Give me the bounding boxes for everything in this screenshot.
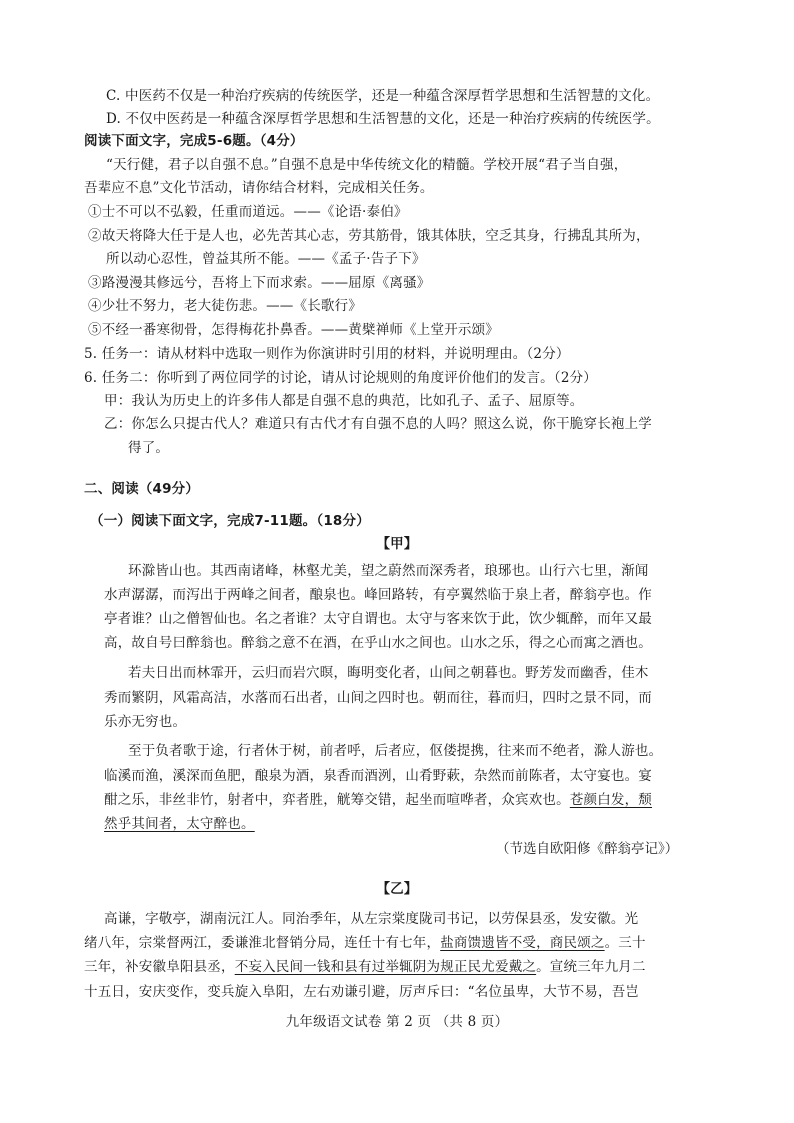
material-3: ③路漫漫其修远兮，吾将上下而求索。——屈原《离骚》 <box>88 275 431 291</box>
underlined-sentence-yi-2: 不妄入民间一钱和县有过举辄阴为规正民尤爱戴之 <box>234 959 537 975</box>
passage-yi-line-2 <box>84 934 646 952</box>
material-2a: ②故天将降大任于是人也，必先苦其心志，劳其筋骨，饿其体肤，空乏其身，行拂乱其所为， <box>88 228 650 244</box>
passage-jia-line: 至于负者歌于途，行者休于树，前者呼，后者应，伛偻提携，往来而不绝者，滁人游也。 <box>128 743 663 759</box>
passage-yi-line-4: 十五日，安庆变作，变兵旋入阜阳，左右劝谦引避，厉声斥曰：“名位虽卑，大节不易，吾岂 <box>84 984 640 1000</box>
section-2-sub-1: （一）阅读下面文字，完成7-11题。（18分） <box>90 513 370 529</box>
passage-yi-line-3 <box>84 958 646 976</box>
passage-yi-line-2-text-a: 绪八年，宗棠督两江，委谦淮北督销分局，连任十有七年， <box>84 935 441 951</box>
underlined-sentence-part-2-text: 然乎其间者，太守醉也。 <box>104 816 255 832</box>
material-2b: 所以动心忍性，曾益其所不能。——《孟子·告子下》 <box>106 251 426 267</box>
speaker-yi-a: 乙：你怎么只提古代人？难道只有古代才有自强不息的人吗？照这么说，你干脆穿长袍上学 <box>104 416 652 432</box>
passage-jia-line: 临溪而渔，溪深而鱼肥，酿泉为酒，泉香而酒洌，山肴野蔌，杂然而前陈者，太守宴也。宴 <box>104 768 652 784</box>
passage-yi-line-3-text-a: 三年，补安徽阜阳县丞， <box>84 959 235 975</box>
speaker-yi-b: 得了。 <box>128 440 170 456</box>
passage-jia-line: 乐亦无穷也。 <box>104 714 187 730</box>
passage-yi-line-1: 高谦，字敬亭，湖南沅江人。同治季年，从左宗棠度陇司书记，以劳保县丞，发安徽。光 <box>104 911 639 927</box>
reading-5-6-heading: 阅读下面文字，完成5-6题。（4分） <box>84 133 304 149</box>
underlined-sentence-part-2 <box>104 815 255 833</box>
passage-jia-line: 秀而繁阴，风霜高洁，水落而石出者，山间之四时也。朝而往，暮而归，四时之景不同，而 <box>104 690 652 706</box>
passage-yi-title: 【乙】 <box>376 881 418 897</box>
material-4: ④少壮不努力，老大徒伤悲。——《长歌行》 <box>88 298 362 314</box>
passage-yi-line-3-text-b: 。宣统三年九月二 <box>536 959 646 975</box>
material-5: ⑤不经一番寒彻骨，怎得梅花扑鼻香。——黄檗禅师《上堂开示颂》 <box>88 322 499 338</box>
passage-jia-line: 环滁皆山也。其西南诸峰，林壑尤美，望之蔚然而深秀者，琅琊也。山行六七里，渐闻 <box>128 563 649 579</box>
intro-line-1: “天行健，君子以自强不息。”自强不息是中华传统文化的精髓。学校开展“君子当自强， <box>106 157 628 173</box>
section-2-heading: 二、阅读（49分） <box>84 481 200 497</box>
passage-jia-source: （节选自欧阳修《醉翁亭记》） <box>496 841 679 857</box>
passage-jia-line-with-underline <box>104 791 700 809</box>
intro-line-2: 吾辈应不息”文化节活动，请你结合材料，完成相关任务。 <box>84 180 434 196</box>
passage-jia-line: 若夫日出而林霏开，云归而岩穴暝，晦明变化者，山间之朝暮也。野芳发而幽香，佳木 <box>128 665 649 681</box>
task-5: 5. 任务一：请从材料中选取一则作为你演讲时引用的材料，并说明理由。（2分） <box>84 346 570 362</box>
underlined-sentence-yi-1: 盐商馈遗皆不受，商民颂之 <box>440 935 605 951</box>
passage-jia-line: 亭者谁？山之僧智仙也。名之者谁？太守自谓也。太守与客来饮于此，饮少辄醉，而年又最 <box>104 611 652 627</box>
passage-jia-line-text: 酣之乐，非丝非竹，射者中，弈者胜，觥筹交错，起坐而喧哗者，众宾欢也。 <box>104 792 570 808</box>
passage-jia-line: 高，故自号曰醉翁也。醉翁之意不在酒，在乎山水之间也。山水之乐，得之心而寓之酒也。 <box>104 635 652 651</box>
passage-jia-line: 水声潺潺，而泻出于两峰之间者，酿泉也。峰回路转，有亭翼然临于泉上者，醉翁亭也。作 <box>104 587 652 603</box>
option-c: C. 中医药不仅是一种治疗疾病的传统医学，还是一种蕴含深厚哲学思想和生活智慧的文化。 <box>106 88 660 104</box>
page-footer: 九年级语文试卷 第 2 页 （共 8 页） <box>285 1014 509 1030</box>
task-6: 6. 任务二：你听到了两位同学的讨论，请从讨论规则的角度评价他们的发言。（2分） <box>84 370 598 386</box>
passage-yi-line-2-text-b: 。三十 <box>604 935 646 951</box>
passage-jia-title: 【甲】 <box>376 536 418 552</box>
material-1: ①士不可以不弘毅，任重而道远。——《论语·泰伯》 <box>88 204 408 220</box>
speaker-jia: 甲：我认为历史上的许多伟人都是自强不息的典范，比如孔子、孟子、屈原等。 <box>104 393 584 409</box>
underlined-sentence-part-1: 苍颜白发，颓 <box>569 792 653 808</box>
option-d: D. 不仅中医药是一种蕴含深厚哲学思想和生活智慧的文化，还是一种治疗疾病的传统医学。 <box>106 111 660 127</box>
